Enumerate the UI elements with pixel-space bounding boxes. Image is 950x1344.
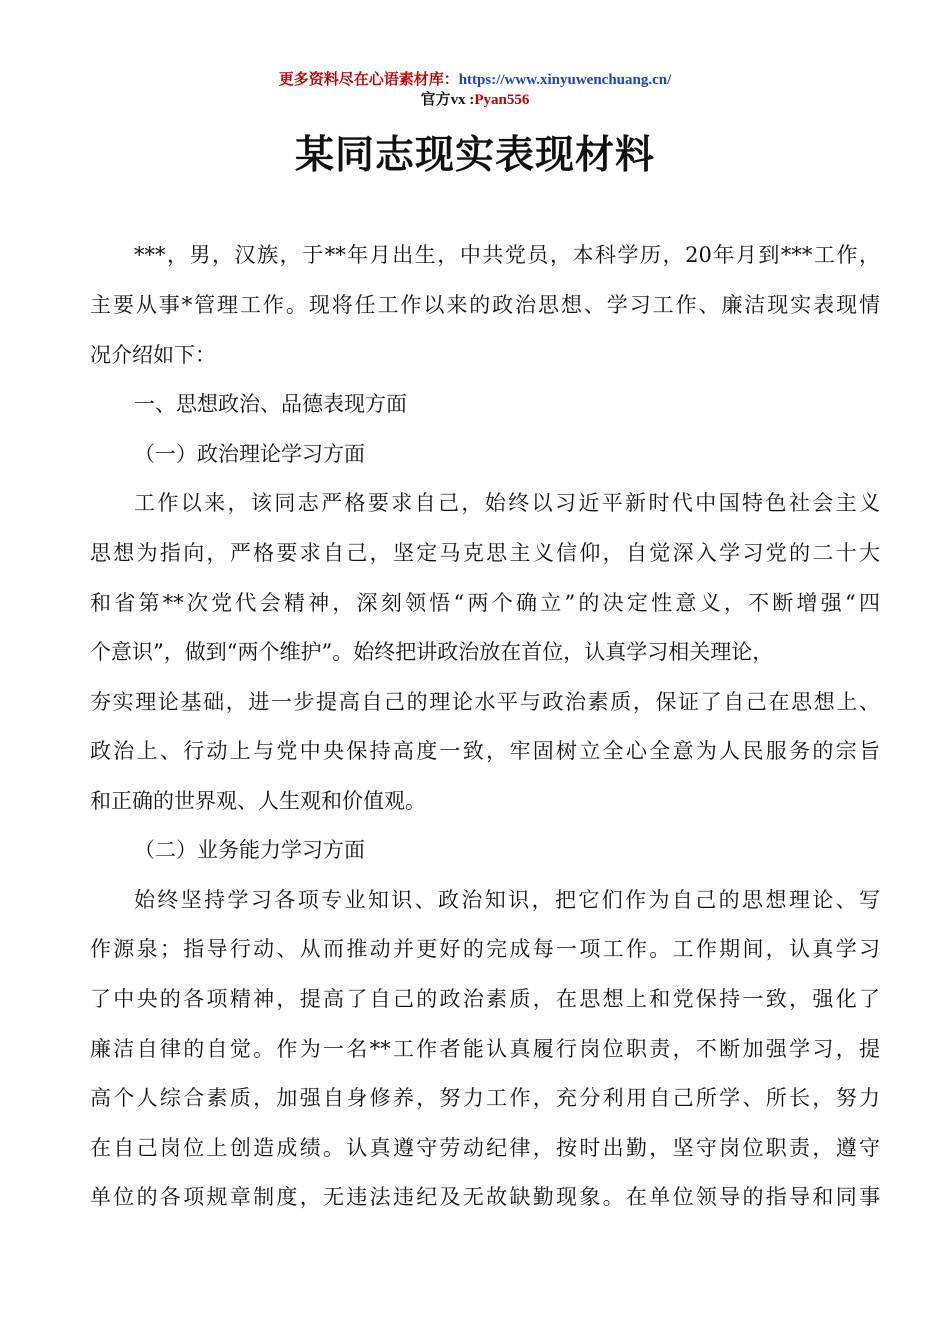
- promo-label: 更多资料尽在心语素材库：: [278, 72, 459, 88]
- paragraph-line: 了中央的各项精神，提高了自己的政治素质，在思想上和党保持一致，强化了: [90, 987, 880, 1011]
- subsection-heading: （一）政治理论学习方面: [134, 442, 365, 466]
- paragraph-line: 在自己岗位上创造成绩。认真遵守劳动纪律，按时出勤，坚守岗位职责，遵守: [90, 1136, 880, 1160]
- paragraph-line: 思想为指向，严格要求自己，坚定马克思主义信仰，自觉深入学习党的二十大: [90, 541, 880, 565]
- promo-url-link[interactable]: https://www.xinyuwenchuang.cn/: [458, 72, 672, 88]
- paragraph-line: 高个人综合素质，加强自身修养，努力工作，充分利用自己所学、所长，努力: [90, 1086, 880, 1110]
- paragraph-line: 始终坚持学习各项专业知识、政治知识，把它们作为自己的思想理论、写: [134, 888, 880, 912]
- wx-header: [0, 91, 950, 109]
- paragraph-line: 和省第**次党代会精神，深刻领悟“两个确立”的决定性意义，不断增强“四: [90, 591, 880, 615]
- paragraph-line: 廉洁自律的自觉。作为一名**工作者能认真履行岗位职责，不断加强学习，提: [90, 1037, 880, 1061]
- paragraph-line: ***，男，汉族，于**年月出生，中共党员，本科学历，20年月到***工作，: [134, 243, 880, 267]
- paragraph-line: 况介绍如下：: [90, 343, 216, 367]
- paragraph-line: 和正确的世界观、人生观和价值观。: [90, 789, 426, 813]
- paragraph-line: 主要从事*管理工作。现将任工作以来的政治思想、学习工作、廉洁现实表现情: [90, 293, 880, 317]
- paragraph-line: 作源泉；指导行动、从而推动并更好的完成每一项工作。工作期间，认真学习: [90, 937, 880, 961]
- paragraph-line: 工作以来，该同志严格要求自己，始终以习近平新时代中国特色社会主义: [134, 491, 880, 515]
- section-heading: 一、思想政治、品德表现方面: [134, 392, 407, 416]
- paragraph-line: 个意识”，做到“两个维护”。始终把讲政治放在首位，认真学习相关理论，: [90, 640, 774, 664]
- paragraph-line: 单位的各项规章制度，无违法违纪及无故缺勤现象。在单位领导的指导和同事: [90, 1185, 880, 1209]
- wx-label: 官方vx :: [420, 92, 475, 108]
- promo-header: [0, 70, 950, 90]
- paragraph-line: 夯实理论基础，进一步提高自己的理论水平与政治素质，保证了自己在思想上、: [90, 690, 880, 714]
- paragraph-line: 政治上、行动上与党中央保持高度一致，牢固树立全心全意为人民服务的宗旨: [90, 739, 880, 763]
- subsection-heading: （二）业务能力学习方面: [134, 838, 365, 862]
- wx-id: Pyan556: [474, 92, 530, 108]
- document-title: 某同志现实表现材料: [294, 132, 655, 178]
